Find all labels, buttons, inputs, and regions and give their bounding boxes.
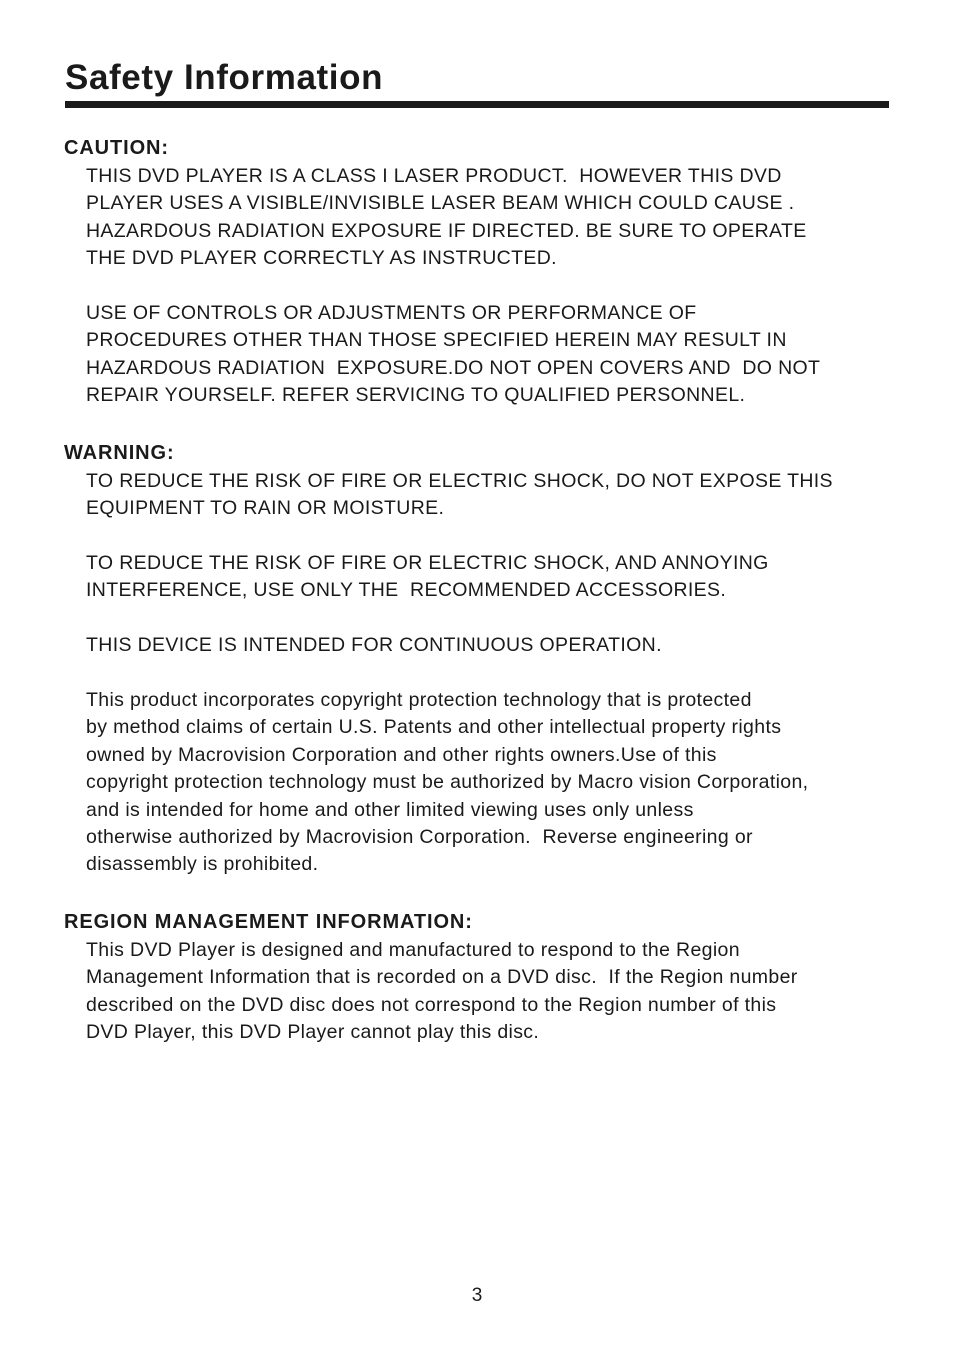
- text-line: HAZARDOUS RADIATION EXPOSURE IF DIRECTED. BE SURE TO OPERATE: [86, 219, 807, 242]
- text-line: disassembly is prohibited.: [86, 853, 319, 876]
- text-line: THIS DEVICE IS INTENDED FOR CONTINUOUS OPERATION.: [86, 634, 662, 656]
- text-line: This DVD Player is designed and manufactured to respond to the Region: [86, 939, 740, 961]
- page-title: Safety Information: [65, 58, 384, 97]
- copyright-paragraph: [86, 687, 808, 879]
- text-line: described on the DVD disc does not correspond to the Region number of this: [86, 993, 777, 1016]
- text-line: copyright protection technology must be authorized by Macro vision Corporation,: [86, 771, 809, 794]
- text-line: and is intended for home and other limited viewing uses only unless: [86, 798, 694, 821]
- caution-paragraph-1: [86, 163, 807, 273]
- title-rule: [65, 101, 889, 108]
- text-line: DVD Player, this DVD Player cannot play this disc.: [86, 1021, 540, 1044]
- text-line: TO REDUCE THE RISK OF FIRE OR ELECTRIC SHOCK, AND ANNOYING: [86, 552, 769, 574]
- warning-paragraph-3: [86, 632, 662, 659]
- text-line: PROCEDURES OTHER THAN THOSE SPECIFIED HEREIN MAY RESULT IN: [86, 329, 787, 352]
- warning-heading: WARNING:: [64, 442, 175, 464]
- region-heading: REGION MANAGEMENT INFORMATION:: [64, 911, 473, 933]
- region-paragraph: [86, 937, 798, 1047]
- caution-paragraph-2: [86, 300, 820, 410]
- text-line: USE OF CONTROLS OR ADJUSTMENTS OR PERFORMANCE OF: [86, 302, 697, 324]
- text-line: PLAYER USES A VISIBLE/INVISIBLE LASER BEAM WHICH COULD CAUSE .: [86, 192, 795, 215]
- text-line: This product incorporates copyright protection technology that is protected: [86, 689, 752, 711]
- text-line: HAZARDOUS RADIATION EXPOSURE.DO NOT OPEN COVERS AND DO NOT: [86, 356, 821, 379]
- text-line: owned by Macrovision Corporation and other rights owners.Use of this: [86, 743, 717, 766]
- text-line: EQUIPMENT TO RAIN OR MOISTURE.: [86, 497, 445, 520]
- text-line: by method claims of certain U.S. Patents and other intellectual property rights: [86, 716, 782, 739]
- text-line: REPAIR YOURSELF. REFER SERVICING TO QUALIFIED PERSONNEL.: [86, 384, 746, 407]
- warning-paragraph-1: [86, 468, 833, 523]
- text-line: Management Information that is recorded on a DVD disc. If the Region number: [86, 966, 798, 989]
- page-number: 3: [471, 1285, 483, 1306]
- text-line: TO REDUCE THE RISK OF FIRE OR ELECTRIC SHOCK, DO NOT EXPOSE THIS: [86, 470, 833, 492]
- text-line: INTERFERENCE, USE ONLY THE RECOMMENDED ACCESSORIES.: [86, 579, 727, 602]
- text-line: THIS DVD PLAYER IS A CLASS I LASER PRODUCT. HOWEVER THIS DVD: [86, 165, 782, 187]
- caution-heading: CAUTION:: [64, 137, 169, 159]
- warning-paragraph-2: [86, 550, 769, 605]
- text-line: THE DVD PLAYER CORRECTLY AS INSTRUCTED.: [86, 247, 557, 270]
- text-line: otherwise authorized by Macrovision Corporation. Reverse engineering or: [86, 826, 753, 849]
